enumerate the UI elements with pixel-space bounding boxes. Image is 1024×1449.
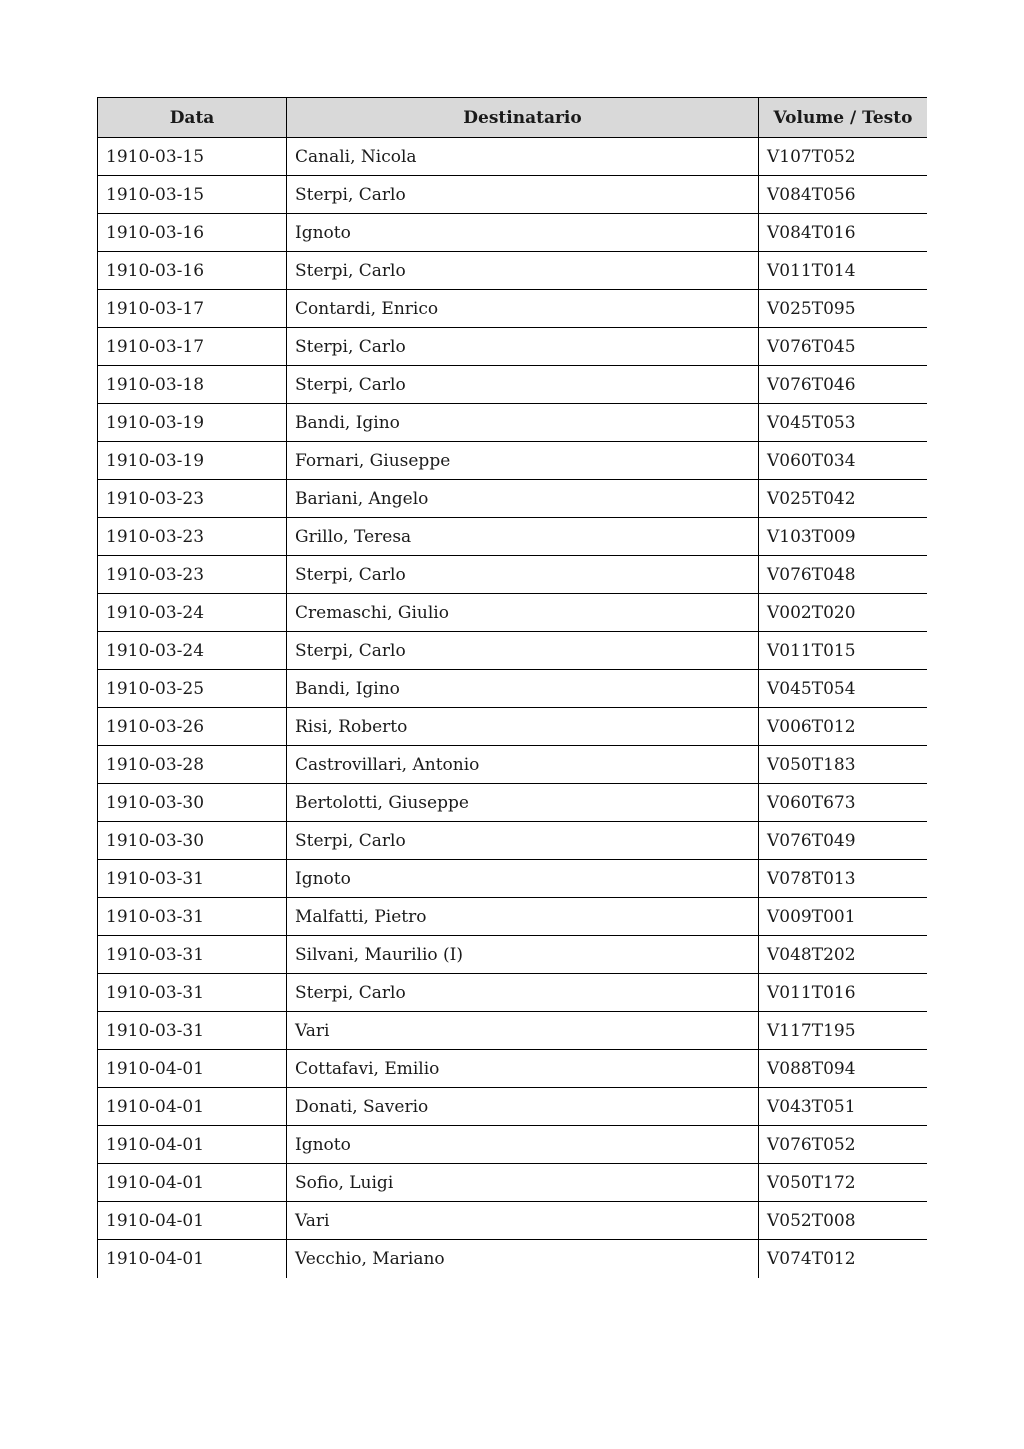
cell-volume-text: V050T183 [759, 746, 928, 784]
table-row [98, 1050, 928, 1088]
cell-volume-text: V074T012 [759, 1240, 928, 1278]
cell-volume-text: V006T012 [759, 708, 928, 746]
cell-volume-text: V048T202 [759, 936, 928, 974]
cell-date: 1910-03-25 [98, 670, 287, 708]
cell-recipient: Cremaschi, Giulio [287, 594, 759, 632]
table-row [98, 480, 928, 518]
table-header-row [98, 98, 928, 138]
cell-volume-text: V011T016 [759, 974, 928, 1012]
table-row [98, 1088, 928, 1126]
header-recipient: Destinatario [287, 98, 759, 138]
cell-volume-text: V045T054 [759, 670, 928, 708]
cell-recipient: Contardi, Enrico [287, 290, 759, 328]
table-row [98, 366, 928, 404]
cell-recipient: Silvani, Maurilio (I) [287, 936, 759, 974]
table-row [98, 1164, 928, 1202]
cell-volume-text: V117T195 [759, 1012, 928, 1050]
cell-recipient: Risi, Roberto [287, 708, 759, 746]
cell-recipient: Castrovillari, Antonio [287, 746, 759, 784]
cell-recipient: Malfatti, Pietro [287, 898, 759, 936]
cell-date: 1910-03-24 [98, 632, 287, 670]
cell-date: 1910-04-01 [98, 1240, 287, 1278]
cell-date: 1910-03-31 [98, 1012, 287, 1050]
cell-volume-text: V076T046 [759, 366, 928, 404]
cell-recipient: Sterpi, Carlo [287, 974, 759, 1012]
table-row [98, 860, 928, 898]
letters-table-container [97, 97, 927, 1312]
cell-date: 1910-03-23 [98, 518, 287, 556]
cell-date: 1910-03-16 [98, 214, 287, 252]
cell-date: 1910-03-23 [98, 556, 287, 594]
cell-date: 1910-03-17 [98, 290, 287, 328]
cell-date: 1910-03-19 [98, 442, 287, 480]
table-row [98, 328, 928, 366]
cell-date: 1910-04-01 [98, 1088, 287, 1126]
cell-volume-text: V045T053 [759, 404, 928, 442]
cell-volume-text: V078T013 [759, 860, 928, 898]
cell-recipient: Sterpi, Carlo [287, 176, 759, 214]
table-row [98, 138, 928, 176]
cell-date: 1910-03-31 [98, 936, 287, 974]
cell-volume-text: V107T052 [759, 138, 928, 176]
cell-recipient: Vari [287, 1012, 759, 1050]
table-body [98, 138, 928, 1278]
cell-date: 1910-03-15 [98, 176, 287, 214]
cell-volume-text: V084T016 [759, 214, 928, 252]
cell-date: 1910-04-01 [98, 1202, 287, 1240]
cell-volume-text: V060T034 [759, 442, 928, 480]
table-row [98, 746, 928, 784]
table-row [98, 556, 928, 594]
table-row [98, 632, 928, 670]
cell-volume-text: V025T042 [759, 480, 928, 518]
cell-volume-text: V076T052 [759, 1126, 928, 1164]
cell-recipient: Sterpi, Carlo [287, 328, 759, 366]
cell-volume-text: V076T048 [759, 556, 928, 594]
cell-recipient: Sterpi, Carlo [287, 366, 759, 404]
table-row [98, 518, 928, 556]
cell-recipient: Bandi, Igino [287, 670, 759, 708]
cell-recipient: Sterpi, Carlo [287, 556, 759, 594]
cell-date: 1910-04-01 [98, 1164, 287, 1202]
table-row [98, 898, 928, 936]
cell-date: 1910-03-31 [98, 974, 287, 1012]
cell-recipient: Vecchio, Mariano [287, 1240, 759, 1278]
table-row [98, 252, 928, 290]
cell-volume-text: V050T172 [759, 1164, 928, 1202]
cell-date: 1910-03-18 [98, 366, 287, 404]
cell-volume-text: V025T095 [759, 290, 928, 328]
cell-volume-text: V084T056 [759, 176, 928, 214]
cell-recipient: Sterpi, Carlo [287, 632, 759, 670]
cell-date: 1910-03-31 [98, 898, 287, 936]
cell-recipient: Cottafavi, Emilio [287, 1050, 759, 1088]
cell-date: 1910-03-17 [98, 328, 287, 366]
cell-date: 1910-04-01 [98, 1050, 287, 1088]
table-row [98, 214, 928, 252]
cell-date: 1910-03-16 [98, 252, 287, 290]
table-row [98, 936, 928, 974]
cell-date: 1910-03-19 [98, 404, 287, 442]
cell-volume-text: V103T009 [759, 518, 928, 556]
cell-recipient: Bandi, Igino [287, 404, 759, 442]
cell-volume-text: V009T001 [759, 898, 928, 936]
cell-recipient: Bertolotti, Giuseppe [287, 784, 759, 822]
cell-recipient: Sofio, Luigi [287, 1164, 759, 1202]
cell-volume-text: V076T045 [759, 328, 928, 366]
table-row [98, 1202, 928, 1240]
cell-volume-text: V052T008 [759, 1202, 928, 1240]
cell-date: 1910-03-28 [98, 746, 287, 784]
cell-date: 1910-03-23 [98, 480, 287, 518]
cell-date: 1910-03-30 [98, 784, 287, 822]
cell-volume-text: V002T020 [759, 594, 928, 632]
cell-date: 1910-03-31 [98, 860, 287, 898]
table-row [98, 1240, 928, 1278]
header-volume-text: Volume / Testo [759, 98, 928, 138]
table-row [98, 290, 928, 328]
table-row [98, 442, 928, 480]
header-date: Data [98, 98, 287, 138]
table-row [98, 404, 928, 442]
table-row [98, 176, 928, 214]
cell-recipient: Canali, Nicola [287, 138, 759, 176]
cell-recipient: Sterpi, Carlo [287, 252, 759, 290]
cell-recipient: Fornari, Giuseppe [287, 442, 759, 480]
cell-volume-text: V011T014 [759, 252, 928, 290]
cell-recipient: Ignoto [287, 860, 759, 898]
table-row [98, 594, 928, 632]
cell-recipient: Donati, Saverio [287, 1088, 759, 1126]
cell-date: 1910-03-24 [98, 594, 287, 632]
table-row [98, 1126, 928, 1164]
cell-volume-text: V043T051 [759, 1088, 928, 1126]
cell-date: 1910-03-15 [98, 138, 287, 176]
cell-recipient: Ignoto [287, 214, 759, 252]
cell-volume-text: V076T049 [759, 822, 928, 860]
cell-date: 1910-04-01 [98, 1126, 287, 1164]
table-row [98, 974, 928, 1012]
cell-recipient: Sterpi, Carlo [287, 822, 759, 860]
cell-date: 1910-03-30 [98, 822, 287, 860]
table-row [98, 708, 928, 746]
table-row [98, 784, 928, 822]
cell-recipient: Grillo, Teresa [287, 518, 759, 556]
table-row [98, 1012, 928, 1050]
cell-volume-text: V088T094 [759, 1050, 928, 1088]
table-row [98, 822, 928, 860]
cell-recipient: Bariani, Angelo [287, 480, 759, 518]
cell-volume-text: V011T015 [759, 632, 928, 670]
letters-table [97, 97, 927, 1278]
cell-volume-text: V060T673 [759, 784, 928, 822]
cell-recipient: Vari [287, 1202, 759, 1240]
cell-date: 1910-03-26 [98, 708, 287, 746]
table-row [98, 670, 928, 708]
cell-recipient: Ignoto [287, 1126, 759, 1164]
